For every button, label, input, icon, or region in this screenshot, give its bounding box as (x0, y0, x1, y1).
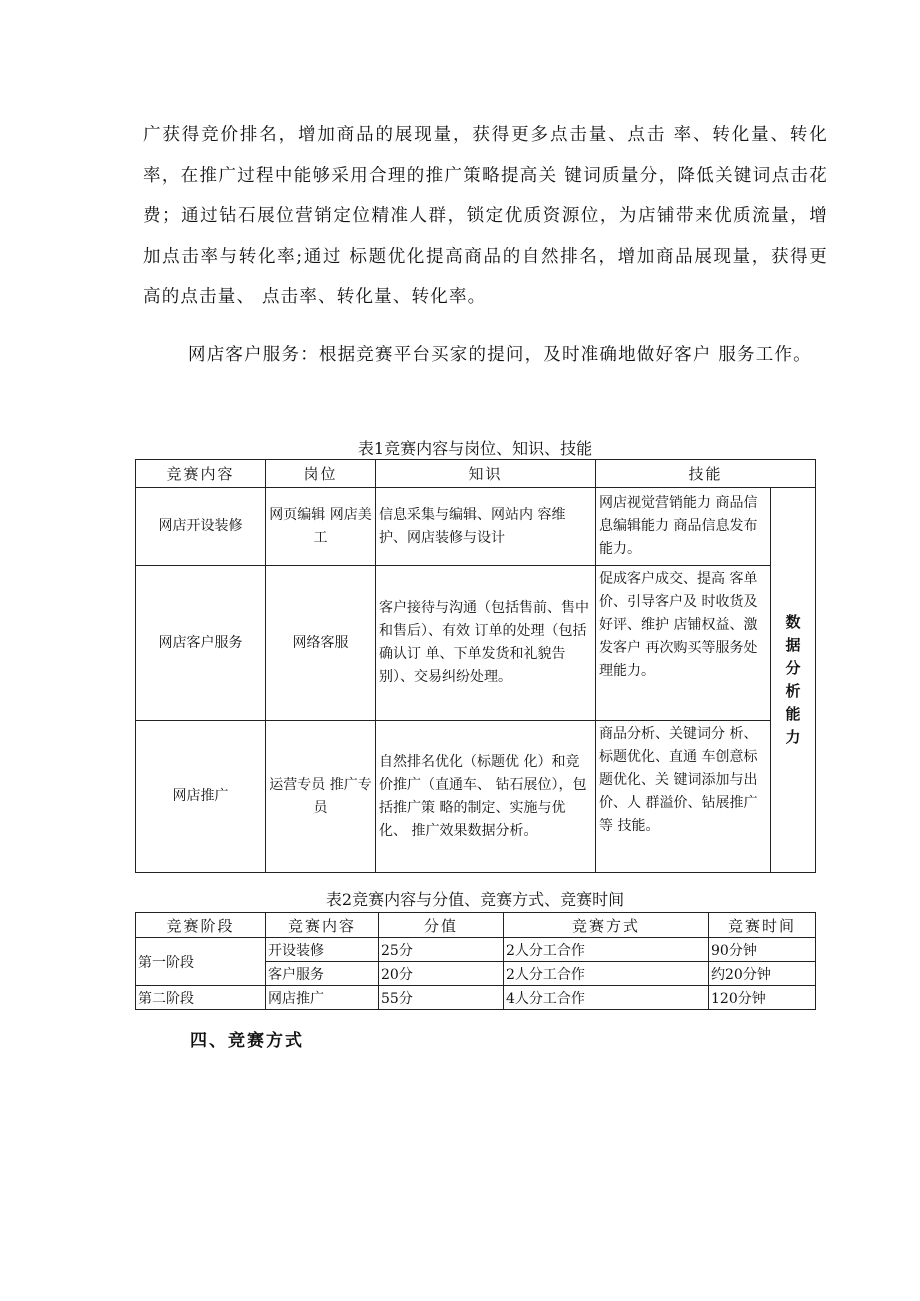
post-cell: 运营专员 推广专员 (266, 721, 376, 873)
mode-cell: 2人分工合作 (504, 938, 709, 962)
table-row (136, 986, 816, 1010)
content-cell: 客户服务 (266, 962, 379, 986)
header-cell: 竞赛内容 (136, 460, 266, 488)
body-paragraph-2: 网店客户服务：根据竞赛平台买家的提问，及时准确地做好客户 服务工作。 (188, 345, 812, 365)
time-cell: 约20分钟 (709, 962, 816, 986)
header-cell: 知识 (376, 460, 596, 488)
skill-cell: 促成客户成交、提高 客单价、引导客户及 时收货及好评、维护 店铺权益、激发客户 再次购买等服务处 理能力。 (596, 566, 771, 721)
header-cell: 竞赛内容 (266, 913, 379, 938)
skill-cell: 商品分析、关键词分 析、标题优化、直通 车创意标题优化、关 键词添加与出价、人 群溢价、钻展推广等 技能。 (596, 721, 771, 873)
shared-skill-char: 数 (785, 613, 801, 631)
post-cell: 网页编辑 网店美工 (266, 488, 376, 566)
header-cell: 分值 (379, 913, 504, 938)
competition-skills-table (135, 459, 816, 873)
content-cell: 网店客户服务 (136, 566, 266, 721)
table-header-row (136, 913, 816, 938)
table-row (136, 566, 816, 721)
time-cell: 120分钟 (709, 986, 816, 1010)
shared-skill-char: 析 (785, 682, 801, 700)
score-cell: 55分 (379, 986, 504, 1010)
header-cell: 岗位 (266, 460, 376, 488)
time-cell: 90分钟 (709, 938, 816, 962)
table-header-row (136, 460, 816, 488)
competition-schedule-table (135, 912, 816, 1010)
stage-cell: 第二阶段 (136, 986, 266, 1010)
table2-caption: 表2竞赛内容与分值、竞赛方式、竞赛时间 (325, 890, 625, 909)
body-paragraph-1: 广获得竞价排名，增加商品的展现量，获得更多点击量、点击 率、转化量、转化率，在推广过程中能够采用合理的推广策略提高关 键词质量分，降低关键词点击花费；通过钻石展位营销定位精准人群，锁定优质资源位，为店铺带来优质流量，增加点击率与转化率;通过 标题优化提高商品的自然排名，增加商品展现量，获得更高的点击量、 点击率、转化量、转化率。 (143, 125, 828, 307)
header-cell: 竞赛方式 (504, 913, 709, 938)
shared-skill-char: 力 (785, 728, 801, 746)
shared-skill-cell (771, 488, 816, 873)
section-heading: 四、竞赛方式 (190, 1031, 304, 1051)
score-cell: 20分 (379, 962, 504, 986)
header-cell: 竞赛时间 (709, 913, 816, 938)
header-cell: 竞赛阶段 (136, 913, 266, 938)
shared-skill-char: 据 (785, 636, 801, 654)
header-cell: 技能 (596, 460, 816, 488)
content-cell: 网店开设装修 (136, 488, 266, 566)
table-row (136, 721, 816, 873)
content-cell: 网店推广 (136, 721, 266, 873)
shared-skill-char: 能 (785, 705, 801, 723)
post-cell: 网络客服 (266, 566, 376, 721)
table-row (136, 488, 816, 566)
shared-skill-char: 分 (785, 659, 801, 677)
knowledge-cell: 自然排名优化（标题优 化）和竞价推广（直通车、 钻石展位），包括推广策 略的制定、实施与优化、 推广效果数据分析。 (376, 721, 596, 873)
score-cell: 25分 (379, 938, 504, 962)
table-row (136, 938, 816, 962)
mode-cell: 4人分工合作 (504, 986, 709, 1010)
content-cell: 开设装修 (266, 938, 379, 962)
knowledge-cell: 客户接待与沟通（包括售前、售中和售后）、有效 订单的处理（包括确认订 单、下单发货和礼貌告 别）、交易纠纷处理。 (376, 566, 596, 721)
skill-cell: 网店视觉营销能力 商品信息编辑能力 商品信息发布能力。 (596, 488, 771, 566)
content-cell: 网店推广 (266, 986, 379, 1010)
table1-caption: 表1竞赛内容与岗位、知识、技能 (357, 439, 593, 458)
knowledge-cell: 信息采集与编辑、网站内 容维护、网店装修与设计 (376, 488, 596, 566)
stage-cell: 第一阶段 (136, 938, 266, 986)
mode-cell: 2人分工合作 (504, 962, 709, 986)
